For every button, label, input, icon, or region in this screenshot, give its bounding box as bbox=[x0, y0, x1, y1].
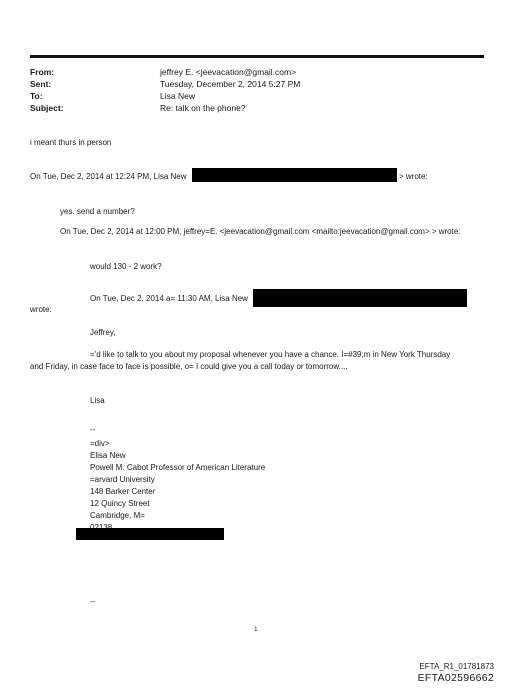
quote3-wrote: wrote: bbox=[30, 305, 52, 314]
paragraph-line-2: and Friday, in case face to face is possible, o= I could give you a call today or tomorrow.... bbox=[30, 362, 348, 371]
quoted-line-3: would 130 - 2 work? bbox=[90, 262, 162, 271]
to-value: Lisa New bbox=[160, 91, 195, 101]
quote1-suffix: > wrote: bbox=[399, 172, 428, 181]
subject-label: Subject: bbox=[30, 103, 64, 113]
quote1-prefix: On Tue, Dec 2, 2014 at 12:24 PM, Lisa New bbox=[30, 172, 187, 181]
header-rule bbox=[30, 55, 484, 58]
signature-address-2: 12 Quincy Street bbox=[90, 499, 150, 508]
signoff: Lisa bbox=[90, 396, 105, 405]
signature-div: =div> bbox=[90, 439, 110, 448]
signature-dashes: -- bbox=[90, 425, 96, 434]
quote2-attribution: On Tue, Dec 2, 2014 at 12:00 PM, jeffrey=E. <jeevacation@gmail.com <mailto:jeevacation@gmail.com> > wrote: bbox=[60, 227, 461, 236]
redaction-bar bbox=[76, 528, 224, 540]
from-label: From: bbox=[30, 67, 55, 77]
to-label: To: bbox=[30, 91, 43, 101]
page-number: 1 bbox=[254, 626, 258, 633]
greeting: Jeffrey, bbox=[90, 328, 116, 337]
from-value: jeffrey E. <jeevacation@gmail.com> bbox=[160, 67, 297, 77]
footer-ref-1: EFTA_R1_01781873 bbox=[419, 662, 494, 671]
redaction-bar bbox=[253, 289, 467, 307]
signature-city: Cambridge, M= bbox=[90, 511, 145, 520]
subject-value: Re: talk on the phone? bbox=[160, 103, 246, 113]
footer-ref-2: EFTA02596662 bbox=[417, 672, 494, 684]
signature-name: Elisa New bbox=[90, 451, 126, 460]
redaction-bar bbox=[192, 168, 397, 182]
quote3-prefix: On Tue, Dec 2, 2014 a= 11:30 AM, Lisa New bbox=[90, 294, 248, 303]
signature-title: Powell M. Cabot Professor of American Literature bbox=[90, 463, 266, 472]
end-dashes: -- bbox=[90, 597, 96, 606]
reply-line: i meant thurs in person bbox=[30, 138, 112, 147]
paragraph-line-1: ='d like to talk to you about my proposal whenever you have a chance. I=#39;m in New York Thursday bbox=[90, 350, 451, 359]
sent-label: Sent: bbox=[30, 79, 52, 89]
signature-address-1: 148 Barker Center bbox=[90, 487, 156, 496]
quoted-line-2: yes. send a number? bbox=[60, 207, 135, 216]
signature-university: =arvard University bbox=[90, 475, 155, 484]
sent-value: Tuesday, December 2, 2014 5:27 PM bbox=[160, 79, 301, 89]
